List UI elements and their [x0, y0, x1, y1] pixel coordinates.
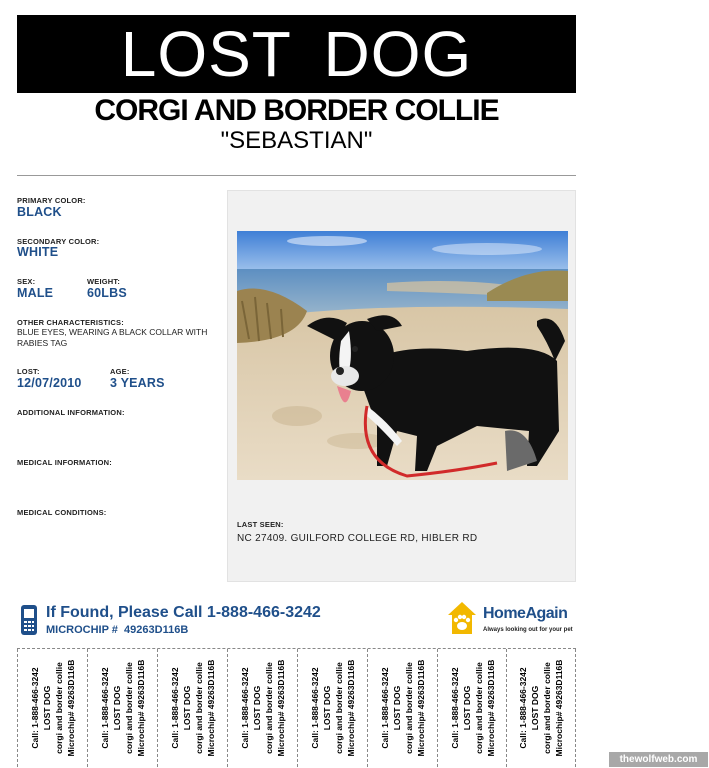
lost-dog-banner: LOST DOG	[17, 15, 576, 93]
phone-icon	[19, 603, 39, 637]
found-call-text: If Found, Please Call 1-888-466-3242	[46, 604, 321, 621]
tab-title: LOST DOG	[391, 685, 402, 731]
weight-value: 60LBS	[87, 286, 127, 300]
tear-off-tab[interactable]	[87, 649, 157, 767]
tab-breed: corgi and border collie	[473, 662, 484, 754]
tear-off-tab[interactable]	[506, 649, 576, 767]
sex-value: MALE	[17, 286, 54, 300]
microchip-number: 49263D116B	[124, 624, 189, 636]
tear-off-tab[interactable]	[437, 649, 507, 767]
weight-label: WEIGHT:	[87, 277, 121, 286]
tear-off-tabs	[17, 648, 576, 766]
tear-off-tab[interactable]	[367, 649, 437, 767]
tab-microchip: Microchip# 49263D116B	[205, 659, 216, 757]
tab-phone: Call: 1-888-466-3242	[309, 667, 320, 749]
tab-breed: corgi and border collie	[542, 662, 552, 754]
tab-breed: corgi and border collie	[263, 662, 274, 754]
secondary-color-label: SECONDARY COLOR:	[17, 237, 100, 246]
last-seen-label: LAST SEEN:	[237, 520, 284, 529]
tab-breed: corgi and border collie	[53, 662, 64, 754]
tab-title: LOST DOG	[461, 685, 472, 731]
additional-information-label: ADDITIONAL INFORMATION:	[17, 408, 125, 417]
tear-off-tab[interactable]	[297, 649, 367, 767]
age-value: 3 YEARS	[110, 376, 165, 390]
tab-breed: corgi and border collie	[123, 662, 134, 754]
tab-microchip: Microchip# 49263D116B	[275, 659, 286, 757]
other-characteristics-label: OTHER CHARACTERISTICS:	[17, 318, 124, 327]
primary-color-value: BLACK	[17, 205, 62, 219]
homeagain-tagline: Always looking out for your pet	[483, 627, 573, 633]
tab-microchip: Microchip# 49263D116B	[485, 659, 496, 757]
tab-phone: Call: 1-888-466-3242	[29, 667, 40, 749]
primary-color-label: PRIMARY COLOR:	[17, 196, 86, 205]
tear-off-tab[interactable]	[17, 649, 87, 767]
tab-phone: Call: 1-888-466-3242	[449, 667, 460, 749]
tab-microchip: Microchip# 49263D116B	[65, 659, 76, 757]
medical-conditions-label: MEDICAL CONDITIONS:	[17, 508, 107, 517]
age-label: AGE:	[110, 367, 130, 376]
pet-name: "SEBASTIAN"	[220, 127, 373, 154]
tab-breed: corgi and border collie	[193, 662, 204, 754]
dog-photo	[237, 231, 568, 480]
tab-title: LOST DOG	[181, 685, 192, 731]
tab-phone: Call: 1-888-466-3242	[169, 667, 180, 749]
secondary-color-value: WHITE	[17, 245, 59, 259]
breed-heading: CORGI AND BORDER COLLIE	[94, 94, 499, 127]
header-divider	[17, 175, 576, 176]
other-characteristics-value: BLUE EYES, WEARING A BLACK COLLAR WITH RABIES TAG	[17, 327, 208, 348]
tab-microchip: Microchip# 49263D116B	[554, 659, 564, 757]
tab-microchip: Microchip# 49263D116B	[345, 659, 356, 757]
tab-title: LOST DOG	[321, 685, 332, 731]
last-seen-value: NC 27409. GUILFORD COLLEGE RD, HIBLER RD	[237, 533, 478, 544]
lost-date-label: LOST:	[17, 367, 40, 376]
medical-information-label: MEDICAL INFORMATION:	[17, 458, 112, 467]
homeagain-brand-name: HomeAgain	[483, 605, 568, 622]
tab-phone: Call: 1-888-466-3242	[379, 667, 390, 749]
tab-phone: Call: 1-888-466-3242	[99, 667, 110, 749]
tear-off-tab[interactable]	[157, 649, 227, 767]
tab-title: LOST DOG	[530, 685, 540, 731]
tab-breed: corgi and border collie	[333, 662, 344, 754]
watermark: thewolfweb.com	[609, 752, 708, 767]
sex-label: SEX:	[17, 277, 36, 286]
tab-microchip: Microchip# 49263D116B	[415, 659, 426, 757]
tab-breed: corgi and border collie	[403, 662, 414, 754]
tab-phone: Call: 1-888-466-3242	[239, 667, 250, 749]
tab-title: LOST DOG	[251, 685, 262, 731]
microchip-line	[46, 624, 188, 636]
tear-off-tab[interactable]	[227, 649, 297, 767]
tab-title: LOST DOG	[111, 685, 122, 731]
tab-title: LOST DOG	[41, 685, 52, 731]
homeagain-house-icon	[447, 600, 477, 636]
tab-microchip: Microchip# 49263D116B	[135, 659, 146, 757]
tab-phone: Call: 1-888-466-3242	[518, 667, 528, 749]
microchip-label: MICROCHIP #	[46, 624, 118, 636]
lost-date-value: 12/07/2010	[17, 376, 82, 390]
